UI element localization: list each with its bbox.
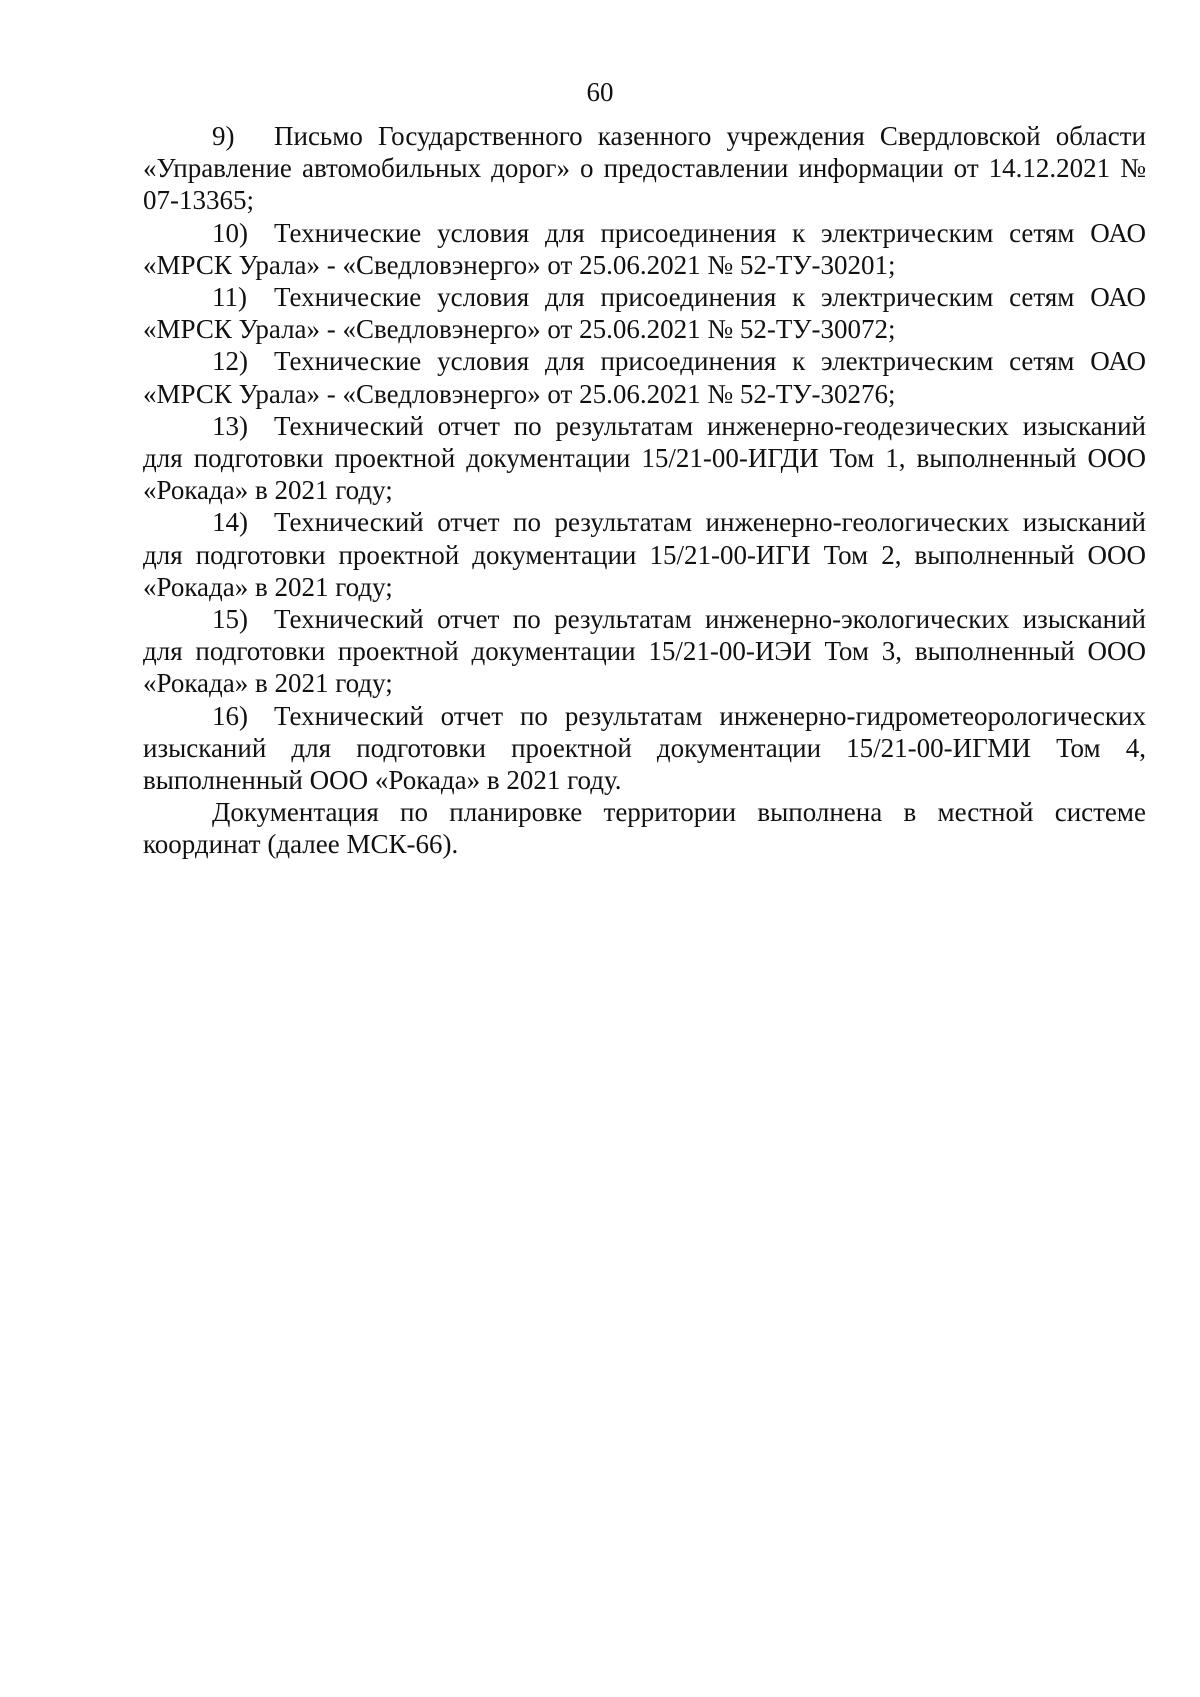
list-item-12 xyxy=(143,345,1146,409)
closing-paragraph: Документация по планировке территории выполнена в местной системе координат (далее МСК-66). xyxy=(143,797,1146,860)
document-body xyxy=(143,120,1146,861)
list-item-13 xyxy=(143,410,1146,507)
item-text: Технические условия для присоединения к электрическим сетям ОАО «МРСК Урала» - «Сведловэнерго» от 25.06.2021 № 52-ТУ-30276; xyxy=(143,346,1146,409)
list-item-10 xyxy=(143,217,1146,281)
list-item-11 xyxy=(143,281,1146,345)
item-number: 13) xyxy=(212,410,248,441)
item-text: Письмо Государственного казенного учреждения Свердловской области «Управление автомобильных дорог» о предоставлении информации от 14.12.2021 № 07-13365; xyxy=(143,121,1146,216)
item-number: 12) xyxy=(212,346,248,377)
item-number: 16) xyxy=(212,700,248,731)
item-text: Технический отчет по результатам инженерно-экологических изысканий для подготовки проектной документации 15/21-00-ИЭИ Том 3, выполненный ООО «Рокада» в 2021 году; xyxy=(143,604,1146,699)
item-number: 15) xyxy=(212,604,248,635)
list-item-16 xyxy=(143,700,1146,797)
item-text: Технический отчет по результатам инженерно-геодезических изысканий для подготовки проектной документации 15/21-00-ИГДИ Том 1, выполненный ООО «Рокада» в 2021 году; xyxy=(143,410,1146,506)
item-text: Технический отчет по результатам инженерно-геологических изысканий для подготовки проектной документации 15/21-00-ИГИ Том 2, выполненный ООО «Рокада» в 2021 году; xyxy=(143,507,1146,602)
item-text: Технические условия для присоединения к электрическим сетям ОАО «МРСК Урала» - «Сведловэнерго» от 25.06.2021 № 52-ТУ-30201; xyxy=(143,217,1146,280)
item-text: Технические условия для присоединения к электрическим сетям ОАО «МРСК Урала» - «Сведловэнерго» от 25.06.2021 № 52-ТУ-30072; xyxy=(143,282,1146,345)
list-item-9 xyxy=(143,120,1146,217)
item-number: 10) xyxy=(212,217,248,248)
item-number: 9) xyxy=(212,121,235,151)
item-number: 14) xyxy=(212,507,248,538)
item-number: 11) xyxy=(212,282,247,313)
page-number: 60 xyxy=(586,77,614,107)
list-item-15 xyxy=(143,603,1146,700)
list-item-14 xyxy=(143,506,1146,603)
item-text: Технический отчет по результатам инженерно-гидрометеорологических изысканий для подготовки проектной документации 15/21-00-ИГМИ Том 4, выполненный ООО «Рокада» в 2021 году. xyxy=(143,700,1146,796)
